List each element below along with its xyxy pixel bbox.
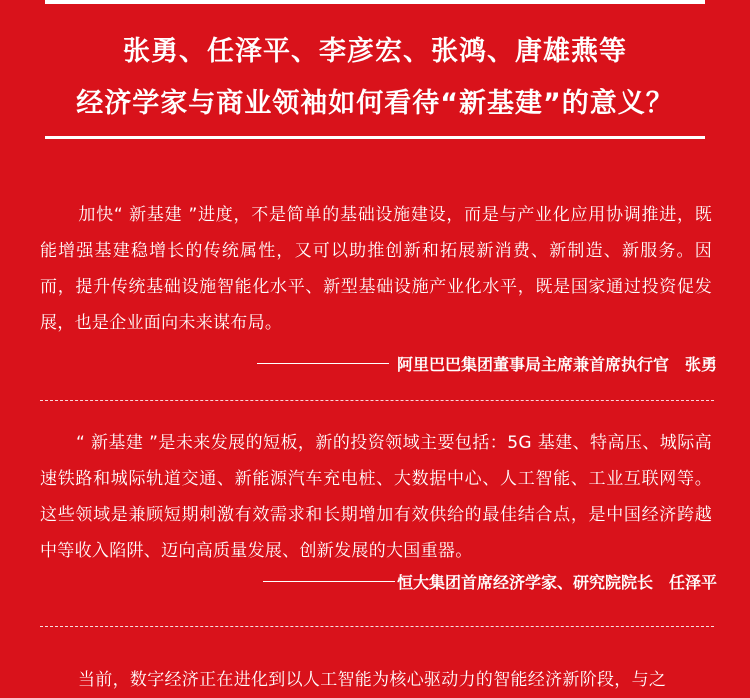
quote-2-body: “ 新基建 ”是未来发展的短板，新的投资领域主要包括：5G 基建、特高压、城际高速铁路和城际轨道交通、新能源汽车充电桩、大数据中心、人工智能、工业互联网等。这些领域是兼顾短期刺激有效需求和长期增加有效供给的最佳结合点，是中国经济跨越中等收入陷阱、迈向高质量发展、创新发展的大国重器。 xyxy=(40,433,712,561)
quote-1-attribution xyxy=(257,352,717,375)
quote-1-text xyxy=(40,197,712,341)
title-line-2: 经济学家与商业领袖如何看待“新基建”的意义？ xyxy=(76,88,674,119)
title-bottom-rule xyxy=(45,136,705,139)
quote-3-text xyxy=(40,662,712,698)
quote-1-body: 加快“ 新基建 ”进度，不是简单的基础设施建设，而是与产业化应用协调推进，既能增强基建稳增长的传统属性，又可以助推创新和拓展新消费、新制造、新服务。因而，提升传统基础设施智能化水平、新型基础设施产业化水平，既是国家通过投资促发展，也是企业面向未来谋布局。 xyxy=(40,205,712,333)
page-title xyxy=(40,26,710,130)
quote-2-author: 恒大集团首席经济学家、研究院院长 任泽平 xyxy=(396,573,717,592)
attribution-dash xyxy=(263,581,395,582)
top-rule xyxy=(45,0,705,4)
attribution-dash xyxy=(257,363,389,364)
quote-3-body: 当前，数字经济正在进化到以人工智能为核心驱动力的智能经济新阶段，与之 xyxy=(78,670,667,690)
quote-1-author: 阿里巴巴集团董事局主席兼首席执行官 张勇 xyxy=(396,355,717,374)
section-divider-2 xyxy=(40,626,714,627)
quote-2-text xyxy=(40,425,712,569)
quote-2-attribution xyxy=(263,570,717,593)
title-line-1: 张勇、任泽平、李彦宏、张鸿、唐雄燕等 xyxy=(123,36,627,67)
section-divider-1 xyxy=(40,400,714,401)
